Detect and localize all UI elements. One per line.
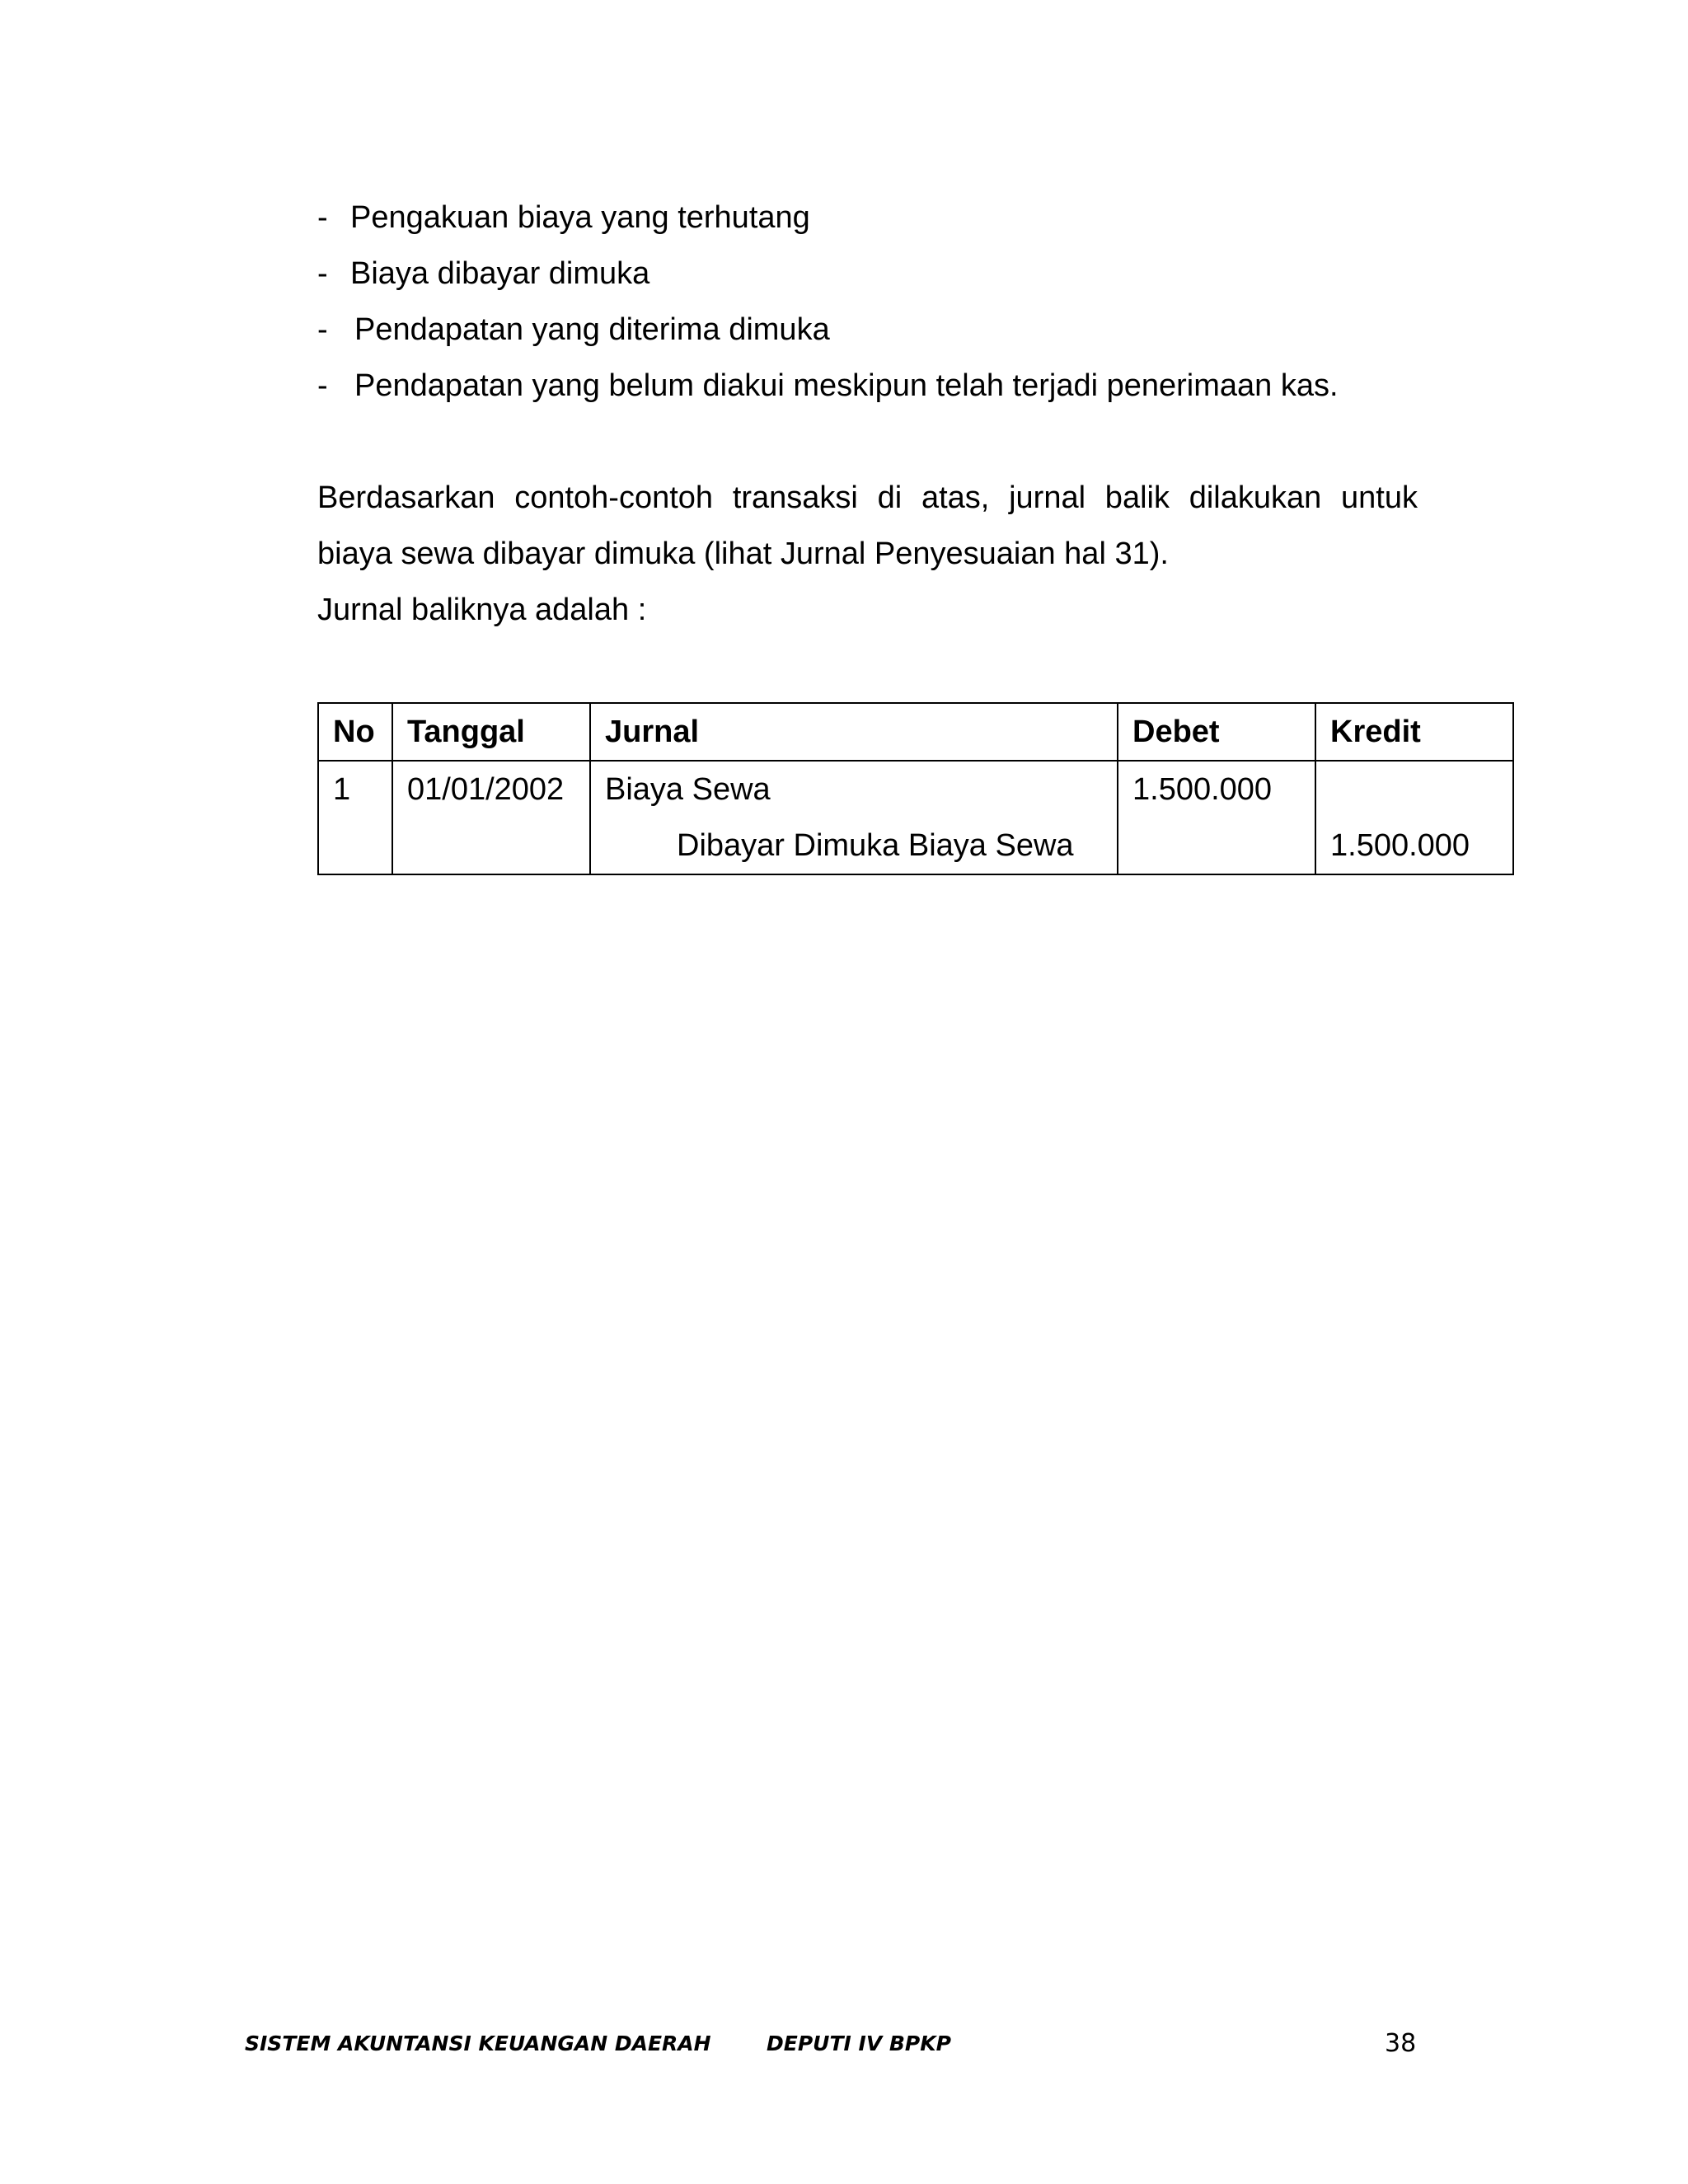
- list-item-text: Pengakuan biaya yang terhutang: [350, 200, 810, 235]
- cell-no-value: 1: [333, 772, 351, 807]
- cell-tanggal: [392, 761, 590, 874]
- header-tanggal: Tanggal: [392, 703, 590, 761]
- list-item: [317, 358, 1418, 414]
- list-item-text: Pendapatan yang belum diakui meskipun telah terjadi penerimaan kas.: [354, 368, 1339, 403]
- cell-jurnal: [590, 761, 1118, 874]
- footer-agency: DEPUTI IV BPKP: [767, 2032, 951, 2055]
- cell-kredit-blank: [1330, 762, 1498, 818]
- table-header-row: [318, 703, 1513, 761]
- paragraph-line-3: Jurnal baliknya adalah :: [317, 593, 647, 627]
- footer-title: SISTEM AKUNTANSI KEUANGAN DAERAH: [245, 2032, 711, 2055]
- page-footer: [0, 2023, 1688, 2064]
- cell-kredit: [1315, 761, 1513, 874]
- header-debet: Debet: [1118, 703, 1315, 761]
- page-number: 38: [1385, 2029, 1417, 2058]
- document-body: [317, 190, 1418, 638]
- bullet-dash: -: [317, 256, 328, 291]
- list-item: [317, 190, 1418, 246]
- header-no: No: [318, 703, 392, 761]
- list-item: [317, 302, 1418, 358]
- list-item: [317, 246, 1418, 302]
- cell-debet: [1118, 761, 1315, 874]
- cell-kredit-value: 1.500.000: [1330, 828, 1470, 863]
- header-jurnal: Jurnal: [590, 703, 1118, 761]
- cell-debet-value: 1.500.000: [1132, 772, 1273, 807]
- bullet-dash: -: [317, 200, 328, 235]
- header-kredit: Kredit: [1315, 703, 1513, 761]
- bullet-dash: -: [317, 368, 328, 403]
- jurnal-kredit-account: Dibayar Dimuka Biaya Sewa: [677, 828, 1074, 863]
- bullet-dash: -: [317, 312, 328, 347]
- cell-tanggal-value: 01/01/2002: [407, 772, 565, 807]
- journal-table: [317, 702, 1514, 875]
- bullet-list: [317, 190, 1418, 414]
- list-item-text: Pendapatan yang diterima dimuka: [354, 312, 830, 347]
- jurnal-debit-account: Biaya Sewa: [605, 772, 771, 807]
- paragraph-line-1: Berdasarkan contoh-contoh transaksi di atas, jurnal balik dilakukan untuk: [317, 480, 1418, 515]
- paragraph: [317, 470, 1418, 638]
- table-row: [318, 761, 1513, 874]
- list-item-text: Biaya dibayar dimuka: [350, 256, 650, 291]
- cell-no: [318, 761, 392, 874]
- paragraph-line-2: biaya sewa dibayar dimuka (lihat Jurnal Penyesuaian hal 31).: [317, 537, 1169, 571]
